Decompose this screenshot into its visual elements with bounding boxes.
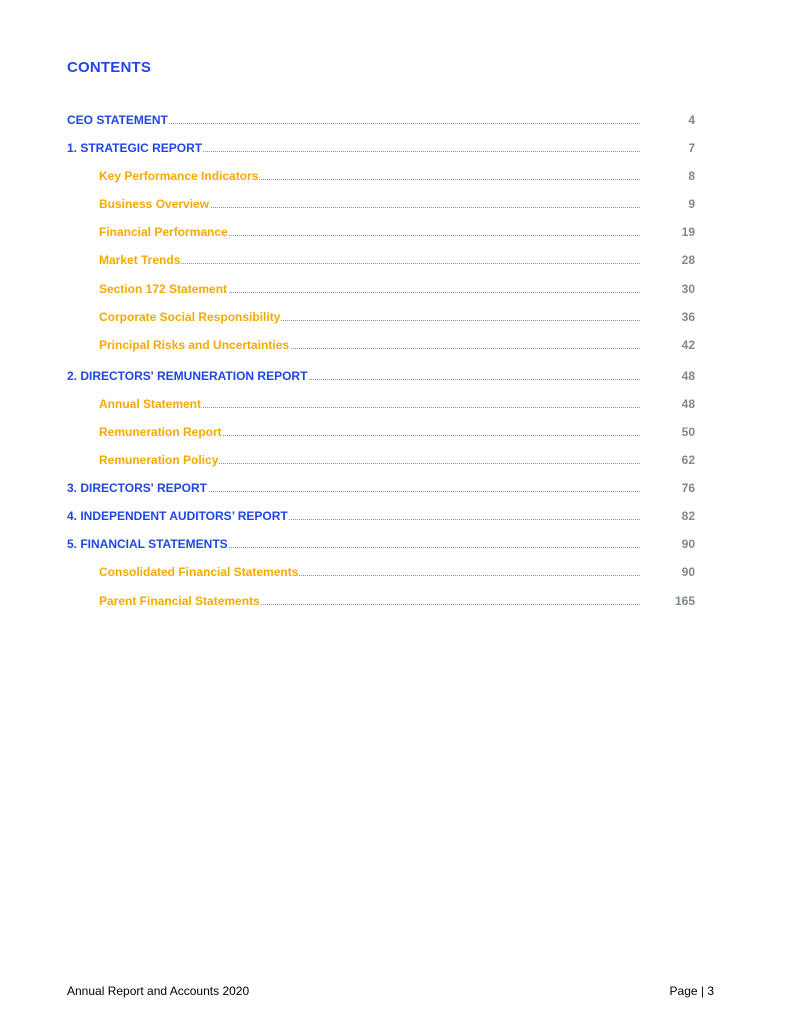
- toc-entry-page: 7: [688, 141, 695, 155]
- toc-subentry-page: 50: [681, 425, 695, 439]
- toc-entry-page: 4: [688, 113, 695, 127]
- toc-subentry-label: Principal Risks and Uncertainties: [99, 338, 290, 352]
- toc-subentry-label: Annual Statement: [99, 397, 202, 411]
- toc-subentry-page: 8: [688, 169, 695, 183]
- toc-entry-page: 48: [681, 369, 695, 383]
- page-title: CONTENTS: [67, 59, 152, 76]
- toc-entry[interactable]: [67, 536, 695, 552]
- toc-subentry[interactable]: [99, 281, 695, 297]
- toc-subentry-label: Parent Financial Statements: [99, 594, 260, 608]
- toc-entry-label: 5. FINANCIAL STATEMENTS: [67, 537, 228, 551]
- toc-subentry[interactable]: [99, 309, 695, 325]
- toc-subentry-label: Remuneration Policy: [99, 453, 219, 467]
- toc-subentry[interactable]: [99, 593, 695, 609]
- toc-entry[interactable]: [67, 368, 695, 384]
- toc-subentry-page: 48: [681, 397, 695, 411]
- toc-subentry[interactable]: [99, 564, 695, 580]
- footer-document-title: Annual Report and Accounts 2020: [67, 984, 250, 998]
- toc-subentry-page: 36: [681, 310, 695, 324]
- toc-entry[interactable]: [67, 508, 695, 524]
- toc-entry-label: 4. INDEPENDENT AUDITORS’ REPORT: [67, 509, 288, 523]
- toc-subentry[interactable]: [99, 252, 695, 268]
- toc-subentry-label: Consolidated Financial Statements: [99, 565, 299, 579]
- toc-subentry[interactable]: [99, 452, 695, 468]
- toc-entry-page: 90: [681, 537, 695, 551]
- toc-entry-label: 3. DIRECTORS' REPORT: [67, 481, 207, 495]
- toc-subentry-label: Business Overview: [99, 197, 210, 211]
- toc-subentry-page: 19: [681, 225, 695, 239]
- footer-page-number: Page | 3: [669, 984, 714, 998]
- toc-subentry-label: Remuneration Report: [99, 425, 222, 439]
- toc-entry-page: 82: [681, 509, 695, 523]
- toc-subentry[interactable]: [99, 168, 695, 184]
- toc-subentry[interactable]: [99, 337, 695, 353]
- toc-entry[interactable]: [67, 480, 695, 496]
- toc-entry-label: CEO STATEMENT: [67, 113, 168, 127]
- toc-subentry-label: Financial Performance: [99, 225, 228, 239]
- toc-subentry-label: Section 172 Statement: [99, 282, 228, 296]
- toc-subentry-label: Key Performance Indicators: [99, 169, 259, 183]
- toc-subentry-page: 42: [681, 338, 695, 352]
- toc-entry-page: 76: [681, 481, 695, 495]
- toc-subentry-page: 62: [681, 453, 695, 467]
- toc-subentry-page: 9: [688, 197, 695, 211]
- toc-subentry[interactable]: [99, 424, 695, 440]
- toc-entry[interactable]: [67, 140, 695, 156]
- toc-subentry[interactable]: [99, 396, 695, 412]
- toc-entry-label: 1. STRATEGIC REPORT: [67, 141, 203, 155]
- toc-entry[interactable]: [67, 112, 695, 128]
- toc-subentry-page: 165: [674, 594, 695, 608]
- toc-subentry-page: 90: [681, 565, 695, 579]
- toc-entry-label: 2. DIRECTORS' REMUNERATION REPORT: [67, 369, 308, 383]
- toc-subentry[interactable]: [99, 196, 695, 212]
- toc-subentry[interactable]: [99, 224, 695, 240]
- toc-subentry-page: 30: [681, 282, 695, 296]
- toc-subentry-label: Market Trends: [99, 253, 181, 267]
- toc-subentry-label: Corporate Social Responsibility: [99, 310, 281, 324]
- toc-subentry-page: 28: [681, 253, 695, 267]
